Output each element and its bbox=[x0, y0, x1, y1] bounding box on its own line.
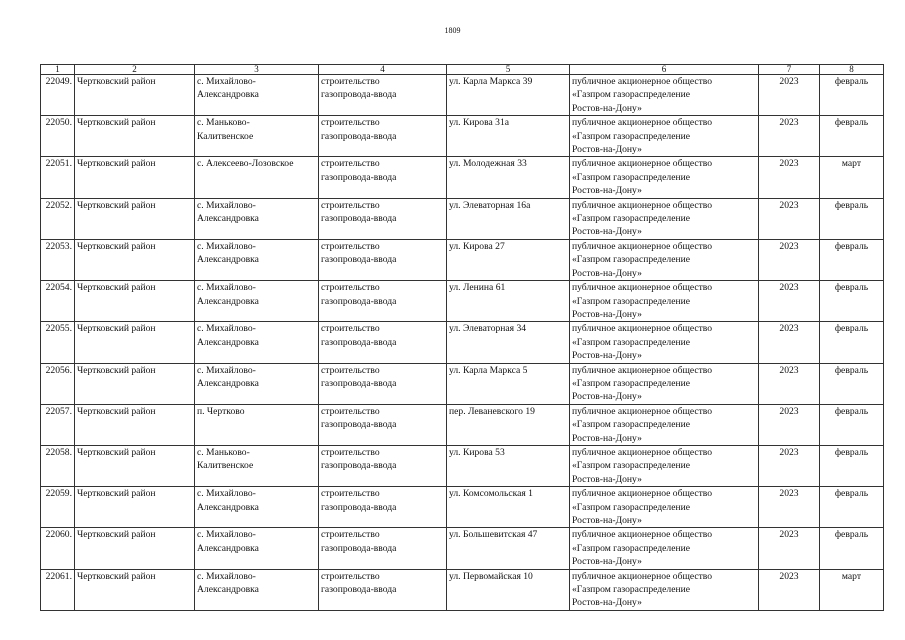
month-cell bbox=[820, 363, 884, 404]
district-cell bbox=[75, 363, 195, 404]
table-row bbox=[41, 445, 884, 486]
month: февраль bbox=[834, 405, 869, 417]
row-number-cell bbox=[41, 445, 75, 486]
row-number: 22056. bbox=[45, 364, 72, 376]
year-cell bbox=[759, 487, 820, 528]
address: ул. Большевитская 47 bbox=[449, 529, 538, 541]
organization-line: Ростов-на-Дону» bbox=[572, 226, 642, 238]
row-number-cell bbox=[41, 75, 75, 116]
district-cell bbox=[75, 198, 195, 239]
address-cell bbox=[447, 322, 570, 363]
row-number-cell bbox=[41, 198, 75, 239]
work-type-line: строительство bbox=[321, 364, 380, 376]
settlement-cell bbox=[195, 363, 319, 404]
work-type-cell bbox=[319, 239, 447, 280]
settlement-line: с. Михайлово- bbox=[197, 199, 256, 211]
work-type-line: газопровода-ввода bbox=[321, 460, 397, 472]
year: 2023 bbox=[779, 240, 799, 252]
table-row bbox=[41, 75, 884, 116]
month: февраль bbox=[834, 282, 869, 294]
organization-cell bbox=[570, 445, 759, 486]
row-number: 22055. bbox=[45, 323, 72, 335]
settlement-line: Калитвенское bbox=[197, 130, 254, 142]
year: 2023 bbox=[779, 282, 799, 294]
settlement-cell bbox=[195, 445, 319, 486]
work-type-line: строительство bbox=[321, 158, 380, 170]
work-type-line: газопровода-ввода bbox=[321, 336, 397, 348]
organization-line: «Газпром газораспределение bbox=[572, 419, 690, 431]
month: февраль bbox=[834, 323, 869, 335]
address-cell bbox=[447, 569, 570, 610]
settlement-line: с. Михайлово- bbox=[197, 323, 256, 335]
organization-line: публичное акционерное общество bbox=[572, 446, 713, 458]
organization-cell bbox=[570, 157, 759, 198]
month-cell bbox=[820, 528, 884, 569]
row-number: 22050. bbox=[45, 117, 72, 129]
address: ул. Карла Маркса 5 bbox=[449, 364, 528, 376]
district-cell bbox=[75, 75, 195, 116]
month-cell bbox=[820, 239, 884, 280]
work-type-line: газопровода-ввода bbox=[321, 542, 397, 554]
year-cell bbox=[759, 528, 820, 569]
district-cell bbox=[75, 487, 195, 528]
settlement-cell bbox=[195, 487, 319, 528]
year-cell bbox=[759, 281, 820, 322]
work-type-line: строительство bbox=[321, 117, 380, 129]
settlement-cell bbox=[195, 528, 319, 569]
month-cell bbox=[820, 569, 884, 610]
district-cell bbox=[75, 322, 195, 363]
page-number: 1809 bbox=[444, 26, 461, 35]
column-number: 1 bbox=[41, 65, 75, 75]
work-type-cell bbox=[319, 569, 447, 610]
organization-line: «Газпром газораспределение bbox=[572, 377, 690, 389]
settlement-cell bbox=[195, 116, 319, 157]
address-cell bbox=[447, 528, 570, 569]
work-type-line: строительство bbox=[321, 488, 380, 500]
district: Чертковский район bbox=[77, 488, 156, 500]
settlement-cell bbox=[195, 281, 319, 322]
district: Чертковский район bbox=[77, 158, 156, 170]
settlement-line: с. Маньково- bbox=[197, 117, 250, 129]
organization-line: публичное акционерное общество bbox=[572, 282, 713, 294]
month: февраль bbox=[834, 240, 869, 252]
address-cell bbox=[447, 75, 570, 116]
district-cell bbox=[75, 528, 195, 569]
settlement-line: Александровка bbox=[197, 213, 259, 225]
district-cell bbox=[75, 445, 195, 486]
work-type-line: газопровода-ввода bbox=[321, 213, 397, 225]
address: ул. Элеваторная 16а bbox=[449, 199, 531, 211]
organization-line: публичное акционерное общество bbox=[572, 76, 713, 87]
registry-table bbox=[40, 64, 884, 611]
settlement-cell bbox=[195, 239, 319, 280]
work-type-cell bbox=[319, 157, 447, 198]
work-type-line: строительство bbox=[321, 323, 380, 335]
address: ул. Молодежная 33 bbox=[449, 158, 527, 170]
organization-line: публичное акционерное общество bbox=[572, 529, 713, 541]
settlement-cell bbox=[195, 322, 319, 363]
organization-line: «Газпром газораспределение bbox=[572, 460, 690, 472]
address-cell bbox=[447, 363, 570, 404]
organization-line: публичное акционерное общество bbox=[572, 158, 713, 170]
row-number: 22057. bbox=[45, 405, 72, 417]
work-type-line: строительство bbox=[321, 240, 380, 252]
column-number: 7 bbox=[759, 65, 820, 75]
district: Чертковский район bbox=[77, 282, 156, 294]
settlement-line: п. Чертково bbox=[197, 405, 245, 417]
month-cell bbox=[820, 322, 884, 363]
year-cell bbox=[759, 157, 820, 198]
organization-line: «Газпром газораспределение bbox=[572, 171, 690, 183]
work-type-line: строительство bbox=[321, 282, 380, 294]
month-cell bbox=[820, 198, 884, 239]
address: ул. Кирова 27 bbox=[449, 240, 505, 252]
column-number: 5 bbox=[447, 65, 570, 75]
work-type-cell bbox=[319, 116, 447, 157]
address-cell bbox=[447, 404, 570, 445]
organization-cell bbox=[570, 569, 759, 610]
work-type-line: строительство bbox=[321, 529, 380, 541]
district-cell bbox=[75, 281, 195, 322]
organization-cell bbox=[570, 404, 759, 445]
work-type-line: строительство bbox=[321, 446, 380, 458]
organization-line: публичное акционерное общество bbox=[572, 570, 713, 582]
year: 2023 bbox=[779, 76, 799, 87]
row-number-cell bbox=[41, 116, 75, 157]
row-number-cell bbox=[41, 528, 75, 569]
year-cell bbox=[759, 445, 820, 486]
table-row bbox=[41, 322, 884, 363]
work-type-cell bbox=[319, 404, 447, 445]
month: март bbox=[841, 158, 862, 170]
settlement-line: Александровка bbox=[197, 501, 259, 513]
address-cell bbox=[447, 116, 570, 157]
work-type-line: газопровода-ввода bbox=[321, 584, 397, 596]
row-number: 22058. bbox=[45, 446, 72, 458]
row-number: 22060. bbox=[45, 529, 72, 541]
organization-line: «Газпром газораспределение bbox=[572, 501, 690, 513]
organization-cell bbox=[570, 281, 759, 322]
district: Чертковский район bbox=[77, 240, 156, 252]
row-number-cell bbox=[41, 322, 75, 363]
column-number-row bbox=[41, 65, 884, 75]
organization-line: публичное акционерное общество bbox=[572, 364, 713, 376]
settlement-line: с. Михайлово- bbox=[197, 488, 256, 500]
work-type-line: газопровода-ввода bbox=[321, 171, 397, 183]
year: 2023 bbox=[779, 323, 799, 335]
organization-line: «Газпром газораспределение bbox=[572, 89, 690, 101]
work-type-cell bbox=[319, 322, 447, 363]
address-cell bbox=[447, 445, 570, 486]
address-cell bbox=[447, 281, 570, 322]
settlement-line: Александровка bbox=[197, 377, 259, 389]
month-cell bbox=[820, 116, 884, 157]
table-row bbox=[41, 487, 884, 528]
work-type-cell bbox=[319, 363, 447, 404]
organization-cell bbox=[570, 198, 759, 239]
year-cell bbox=[759, 363, 820, 404]
organization-cell bbox=[570, 322, 759, 363]
district-cell bbox=[75, 157, 195, 198]
year: 2023 bbox=[779, 117, 799, 129]
year: 2023 bbox=[779, 488, 799, 500]
settlement-cell bbox=[195, 569, 319, 610]
table-row bbox=[41, 157, 884, 198]
address-cell bbox=[447, 157, 570, 198]
organization-line: Ростов-на-Дону» bbox=[572, 391, 642, 403]
settlement-cell bbox=[195, 75, 319, 116]
organization-line: «Газпром газораспределение bbox=[572, 336, 690, 348]
address-cell bbox=[447, 239, 570, 280]
district: Чертковский район bbox=[77, 117, 156, 129]
organization-line: Ростов-на-Дону» bbox=[572, 473, 642, 485]
settlement-line: с. Михайлово- bbox=[197, 282, 256, 294]
address-cell bbox=[447, 487, 570, 528]
work-type-cell bbox=[319, 487, 447, 528]
table-row bbox=[41, 116, 884, 157]
month: февраль bbox=[834, 364, 869, 376]
year-cell bbox=[759, 404, 820, 445]
year: 2023 bbox=[779, 570, 799, 582]
organization-line: Ростов-на-Дону» bbox=[572, 597, 642, 609]
row-number: 22054. bbox=[45, 282, 72, 294]
work-type-line: строительство bbox=[321, 76, 380, 87]
settlement-line: Александровка bbox=[197, 254, 259, 266]
column-number: 4 bbox=[319, 65, 447, 75]
work-type-line: газопровода-ввода bbox=[321, 419, 397, 431]
year: 2023 bbox=[779, 529, 799, 541]
row-number-cell bbox=[41, 363, 75, 404]
organization-cell bbox=[570, 363, 759, 404]
organization-line: публичное акционерное общество bbox=[572, 240, 713, 252]
settlement-cell bbox=[195, 404, 319, 445]
address: пер. Леваневского 19 bbox=[449, 405, 535, 417]
month: февраль bbox=[834, 199, 869, 211]
year: 2023 bbox=[779, 158, 799, 170]
organization-line: публичное акционерное общество bbox=[572, 199, 713, 211]
organization-line: Ростов-на-Дону» bbox=[572, 556, 642, 568]
row-number: 22052. bbox=[45, 199, 72, 211]
month: февраль bbox=[834, 76, 869, 87]
year: 2023 bbox=[779, 364, 799, 376]
row-number: 22059. bbox=[45, 488, 72, 500]
organization-line: «Газпром газораспределение bbox=[572, 213, 690, 225]
table-row bbox=[41, 281, 884, 322]
row-number: 22051. bbox=[45, 158, 72, 170]
settlement-line: Александровка bbox=[197, 89, 259, 101]
work-type-line: газопровода-ввода bbox=[321, 295, 397, 307]
year-cell bbox=[759, 75, 820, 116]
district: Чертковский район bbox=[77, 199, 156, 211]
column-number: 8 bbox=[820, 65, 884, 75]
address-cell bbox=[447, 198, 570, 239]
month: март bbox=[841, 570, 862, 582]
table-row bbox=[41, 569, 884, 610]
year: 2023 bbox=[779, 405, 799, 417]
work-type-cell bbox=[319, 281, 447, 322]
month-cell bbox=[820, 404, 884, 445]
settlement-line: с. Михайлово- bbox=[197, 570, 256, 582]
row-number-cell bbox=[41, 404, 75, 445]
year: 2023 bbox=[779, 446, 799, 458]
organization-line: Ростов-на-Дону» bbox=[572, 102, 642, 114]
organization-cell bbox=[570, 116, 759, 157]
address: ул. Карла Маркса 39 bbox=[449, 76, 533, 87]
row-number-cell bbox=[41, 487, 75, 528]
work-type-line: газопровода-ввода bbox=[321, 130, 397, 142]
table-row bbox=[41, 528, 884, 569]
district: Чертковский район bbox=[77, 76, 156, 87]
organization-line: Ростов-на-Дону» bbox=[572, 515, 642, 526]
work-type-line: строительство bbox=[321, 570, 380, 582]
work-type-line: газопровода-ввода bbox=[321, 501, 397, 513]
district: Чертковский район bbox=[77, 364, 156, 376]
settlement-line: Александровка bbox=[197, 584, 259, 596]
organization-line: «Газпром газораспределение bbox=[572, 584, 690, 596]
organization-line: Ростов-на-Дону» bbox=[572, 432, 642, 444]
work-type-line: газопровода-ввода bbox=[321, 254, 397, 266]
organization-line: «Газпром газораспределение bbox=[572, 254, 690, 266]
address: ул. Кирова 31а bbox=[449, 117, 509, 129]
district: Чертковский район bbox=[77, 405, 156, 417]
district-cell bbox=[75, 569, 195, 610]
district: Чертковский район bbox=[77, 446, 156, 458]
month: февраль bbox=[834, 117, 869, 129]
work-type-cell bbox=[319, 528, 447, 569]
table-row bbox=[41, 404, 884, 445]
work-type-line: газопровода-ввода bbox=[321, 89, 397, 101]
year-cell bbox=[759, 239, 820, 280]
settlement-line: с. Михайлово- bbox=[197, 240, 256, 252]
organization-cell bbox=[570, 75, 759, 116]
organization-line: публичное акционерное общество bbox=[572, 117, 713, 129]
district-cell bbox=[75, 404, 195, 445]
settlement-line: Александровка bbox=[197, 336, 259, 348]
organization-cell bbox=[570, 487, 759, 528]
table-row bbox=[41, 239, 884, 280]
month: февраль bbox=[834, 529, 869, 541]
settlement-line: с. Маньково- bbox=[197, 446, 250, 458]
settlement-line: Калитвенское bbox=[197, 460, 254, 472]
year-cell bbox=[759, 198, 820, 239]
row-number-cell bbox=[41, 569, 75, 610]
month-cell bbox=[820, 157, 884, 198]
organization-line: Ростов-на-Дону» bbox=[572, 185, 642, 197]
work-type-line: строительство bbox=[321, 405, 380, 417]
month-cell bbox=[820, 281, 884, 322]
district-cell bbox=[75, 116, 195, 157]
year-cell bbox=[759, 322, 820, 363]
organization-line: Ростов-на-Дону» bbox=[572, 267, 642, 279]
row-number: 22053. bbox=[45, 240, 72, 252]
year-cell bbox=[759, 569, 820, 610]
organization-cell bbox=[570, 239, 759, 280]
month-cell bbox=[820, 75, 884, 116]
work-type-cell bbox=[319, 198, 447, 239]
work-type-line: строительство bbox=[321, 199, 380, 211]
table-row bbox=[41, 198, 884, 239]
column-number: 3 bbox=[195, 65, 319, 75]
settlement-line: Александровка bbox=[197, 295, 259, 307]
settlement-line: с. Алексеево-Лозовское bbox=[197, 158, 294, 170]
organization-line: Ростов-на-Дону» bbox=[572, 144, 642, 156]
settlement-line: с. Михайлово- bbox=[197, 529, 256, 541]
organization-line: публичное акционерное общество bbox=[572, 323, 713, 335]
row-number-cell bbox=[41, 281, 75, 322]
work-type-cell bbox=[319, 75, 447, 116]
organization-line: публичное акционерное общество bbox=[572, 488, 713, 500]
month-cell bbox=[820, 487, 884, 528]
address: ул. Комсомольская 1 bbox=[449, 488, 533, 500]
organization-line: «Газпром газораспределение bbox=[572, 542, 690, 554]
table-row bbox=[41, 363, 884, 404]
address: ул. Кирова 53 bbox=[449, 446, 505, 458]
row-number-cell bbox=[41, 239, 75, 280]
district: Чертковский район bbox=[77, 570, 156, 582]
settlement-line: Александровка bbox=[197, 542, 259, 554]
year: 2023 bbox=[779, 199, 799, 211]
district: Чертковский район bbox=[77, 323, 156, 335]
month: февраль bbox=[834, 488, 869, 500]
row-number-cell bbox=[41, 157, 75, 198]
work-type-cell bbox=[319, 445, 447, 486]
column-number: 2 bbox=[75, 65, 195, 75]
address: ул. Ленина 61 bbox=[449, 282, 506, 294]
column-number: 6 bbox=[570, 65, 759, 75]
settlement-cell bbox=[195, 157, 319, 198]
month: февраль bbox=[834, 446, 869, 458]
district-cell bbox=[75, 239, 195, 280]
row-number: 22061. bbox=[45, 570, 72, 582]
settlement-cell bbox=[195, 198, 319, 239]
organization-line: Ростов-на-Дону» bbox=[572, 308, 642, 320]
organization-line: Ростов-на-Дону» bbox=[572, 350, 642, 362]
settlement-line: с. Михайлово- bbox=[197, 76, 256, 87]
month-cell bbox=[820, 445, 884, 486]
district: Чертковский район bbox=[77, 529, 156, 541]
address: ул. Элеваторная 34 bbox=[449, 323, 527, 335]
settlement-line: с. Михайлово- bbox=[197, 364, 256, 376]
organization-line: «Газпром газораспределение bbox=[572, 130, 690, 142]
organization-line: «Газпром газораспределение bbox=[572, 295, 690, 307]
work-type-line: газопровода-ввода bbox=[321, 377, 397, 389]
organization-line: публичное акционерное общество bbox=[572, 405, 713, 417]
year-cell bbox=[759, 116, 820, 157]
organization-cell bbox=[570, 528, 759, 569]
address: ул. Первомайская 10 bbox=[449, 570, 533, 582]
row-number: 22049. bbox=[45, 76, 72, 87]
